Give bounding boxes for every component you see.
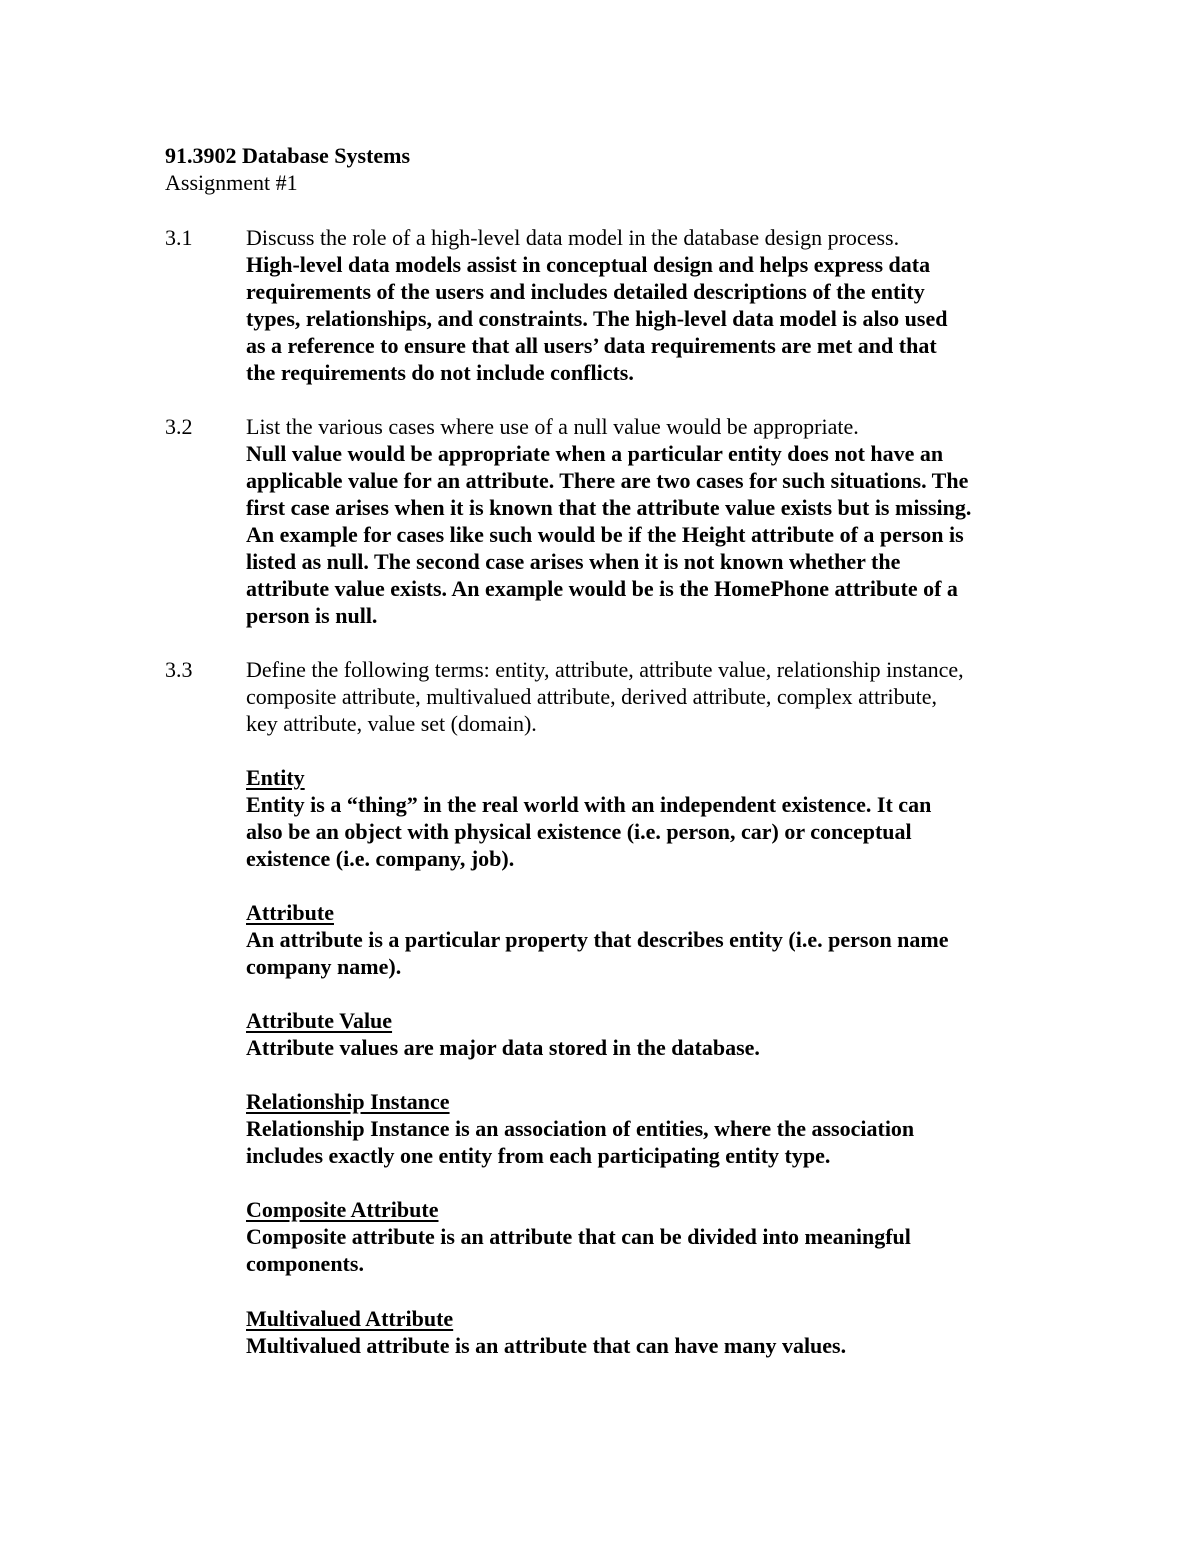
term-definition-line: includes exactly one entity from each participating entity type. <box>246 1143 831 1168</box>
term-multivalued-attribute <box>246 1305 1046 1359</box>
question-prompt: composite attribute, multivalued attribute, derived attribute, complex attribute, <box>246 684 937 709</box>
answer-line: person is null. <box>246 603 378 628</box>
term-attribute <box>246 899 1046 980</box>
term-definition-line: Attribute values are major data stored in the database. <box>246 1035 760 1060</box>
answer-line: requirements of the users and includes detailed descriptions of the entity <box>246 279 925 304</box>
term-attribute-value <box>246 1007 1046 1061</box>
question-prompt: List the various cases where use of a null value would be appropriate. <box>246 414 859 439</box>
answer-line: types, relationships, and constraints. The high-level data model is also used <box>246 306 948 331</box>
answer-line: listed as null. The second case arises when it is not known whether the <box>246 549 901 574</box>
question-prompt: key attribute, value set (domain). <box>246 711 537 736</box>
question-prompt: Define the following terms: entity, attribute, attribute value, relationship instance, <box>246 657 964 682</box>
term-title: Composite Attribute <box>246 1197 439 1222</box>
answer-line: applicable value for an attribute. There are two cases for such situations. The <box>246 468 969 493</box>
term-definition-line: Composite attribute is an attribute that can be divided into meaningful <box>246 1224 911 1249</box>
term-composite-attribute <box>246 1196 1046 1277</box>
question-3-3 <box>246 656 1046 737</box>
answer-line: the requirements do not include conflicts. <box>246 360 634 385</box>
answer-line: Null value would be appropriate when a particular entity does not have an <box>246 441 944 466</box>
course-title: 91.3902 Database Systems <box>165 143 411 168</box>
question-number: 3.1 <box>165 225 193 250</box>
term-definition-line: An attribute is a particular property that describes entity (i.e. person name <box>246 927 949 952</box>
term-definition-line: company name). <box>246 954 402 979</box>
answer-line: High-level data models assist in conceptual design and helps express data <box>246 252 931 277</box>
assignment-title: Assignment #1 <box>165 170 298 195</box>
term-entity <box>246 764 1046 872</box>
term-definition-line: components. <box>246 1251 364 1276</box>
question-3-2 <box>246 413 1046 629</box>
term-definition-line: Entity is a “thing” in the real world with an independent existence. It can <box>246 792 932 817</box>
term-title: Multivalued Attribute <box>246 1306 454 1331</box>
term-title: Relationship Instance <box>246 1089 450 1114</box>
answer-line: as a reference to ensure that all users’ data requirements are met and that <box>246 333 937 358</box>
term-definition-line: existence (i.e. company, job). <box>246 846 515 871</box>
question-number: 3.2 <box>165 414 193 439</box>
term-title: Attribute <box>246 900 334 925</box>
answer-line: An example for cases like such would be if the Height attribute of a person is <box>246 522 964 547</box>
term-definition-line: Multivalued attribute is an attribute that can have many values. <box>246 1333 847 1358</box>
question-3-1 <box>246 224 1046 386</box>
term-title: Attribute Value <box>246 1008 393 1033</box>
question-number: 3.3 <box>165 657 193 682</box>
answer-line: attribute value exists. An example would be is the HomePhone attribute of a <box>246 576 958 601</box>
term-definition-line: Relationship Instance is an association of entities, where the association <box>246 1116 915 1141</box>
term-title: Entity <box>246 765 305 790</box>
question-prompt: Discuss the role of a high-level data model in the database design process. <box>246 225 900 250</box>
term-definition-line: also be an object with physical existence (i.e. person, car) or conceptual <box>246 819 912 844</box>
answer-line: first case arises when it is known that the attribute value exists but is missing. <box>246 495 972 520</box>
term-relationship-instance <box>246 1088 1046 1169</box>
